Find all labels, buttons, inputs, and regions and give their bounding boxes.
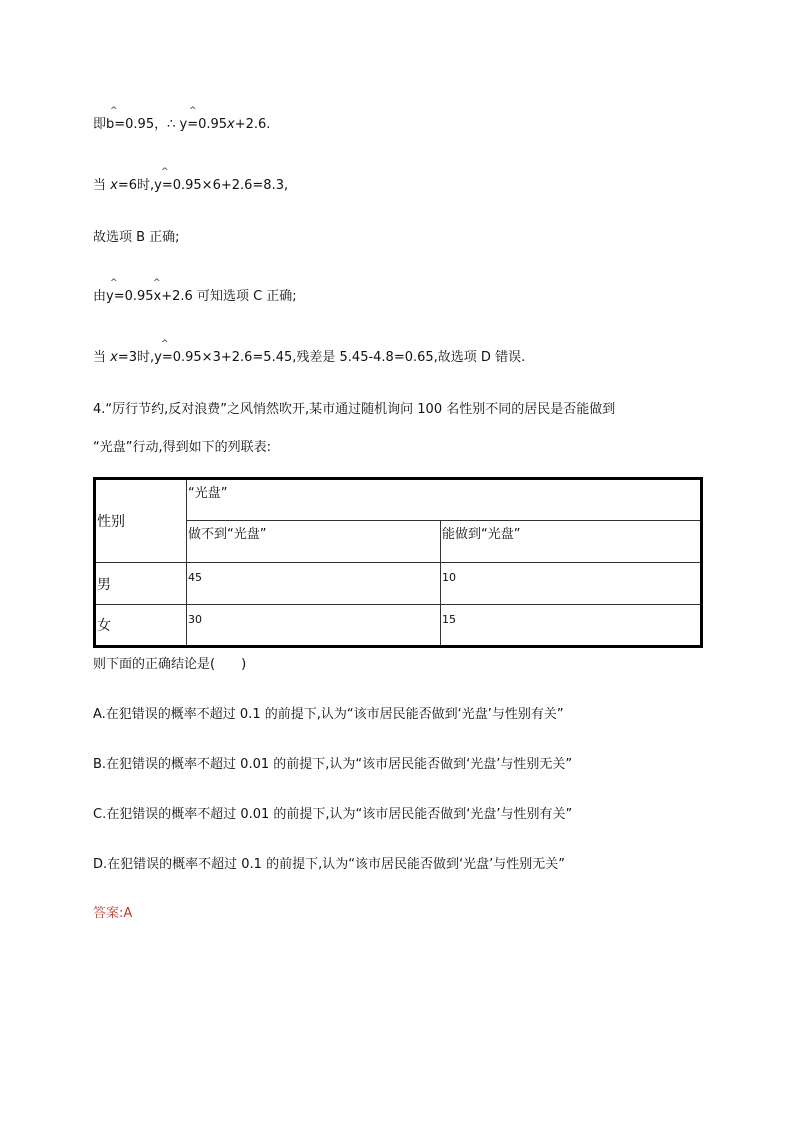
row-header-gender: 性别 [95,479,187,563]
text: y=0.95 [154,178,202,193]
table-row [95,563,702,605]
cell-female-cannot: 30 [187,605,441,647]
option-d[interactable]: D.在犯错误的概率不超过 0.1 的前提下,认为“该市居民能否做到‘光盘’与性别无关” [93,857,565,872]
option-c[interactable]: C.在犯错误的概率不超过 0.01 的前提下,认为“该市居民能否做到‘光盘’与性别有关” [93,807,573,822]
solution-line-4 [93,278,297,305]
times-sign: × [201,350,213,365]
hat-mark: ^ [153,278,161,288]
variable-x: x [110,350,118,365]
cell-female-can: 15 [441,605,702,647]
hat-mark: ^ [161,339,169,349]
text: 3+2.6=5.45,残差是 5.45-4.8=0.65,故选项 D 错误. [212,350,526,365]
hat-mark: ^ [189,106,197,116]
text: 6+2.6=8.3, [212,178,289,193]
text: y=0.95 [154,350,202,365]
group-header-guangpan: “光盘” [187,479,702,521]
text: 当 [93,350,111,365]
hat-mark: ^ [110,278,118,288]
question-stem: “厉行节约,反对浪费”之风悄然吹开,某市通过随机询问 100 名性别不同的居民是否能做到 [105,402,616,417]
question-prompt: 则下面的正确结论是( ) [93,657,247,672]
hat-mark: ^ [161,167,169,177]
row-label-male: 男 [95,563,187,605]
option-b[interactable]: B.在犯错误的概率不超过 0.01 的前提下,认为“该市居民能否做到‘光盘’与性别无关” [93,757,573,772]
answer-text: 答案:A [93,906,133,921]
question-stem-line-1 [93,402,615,418]
row-label-female: 女 [95,605,187,647]
option-a[interactable]: A.在犯错误的概率不超过 0.1 的前提下,认为“该市居民能否做到‘光盘’与性别有关” [93,707,564,722]
col-header-can: 能做到“光盘” [441,521,702,563]
text: 即b=0.95，∴ [93,117,180,132]
col-header-cannot: 做不到“光盘” [187,521,441,563]
cell-male-cannot: 45 [187,563,441,605]
variable-x: x [227,117,235,132]
hat-mark: ^ [110,106,118,116]
times-sign: × [201,178,213,193]
solution-line-5 [93,339,526,366]
solution-line-2 [93,167,289,194]
text: =6时, [117,178,155,193]
text: 由 [93,289,107,304]
question-number: 4. [93,402,106,417]
text: +2.6. [234,117,271,132]
solution-line-1 [93,106,271,133]
text: y=0.95 [179,117,228,132]
text: y=0.95x+2.6 可知选项 C 正确; [106,289,297,304]
solution-line-3: 故选项 B 正确; [93,230,180,245]
text: 当 [93,178,111,193]
variable-x: x [110,178,118,193]
table-row [95,605,702,647]
question-stem-line-2: “光盘”行动,得到如下的列联表: [93,440,271,455]
cell-male-can: 10 [441,563,702,605]
text: =3时, [117,350,155,365]
contingency-table [93,477,703,648]
